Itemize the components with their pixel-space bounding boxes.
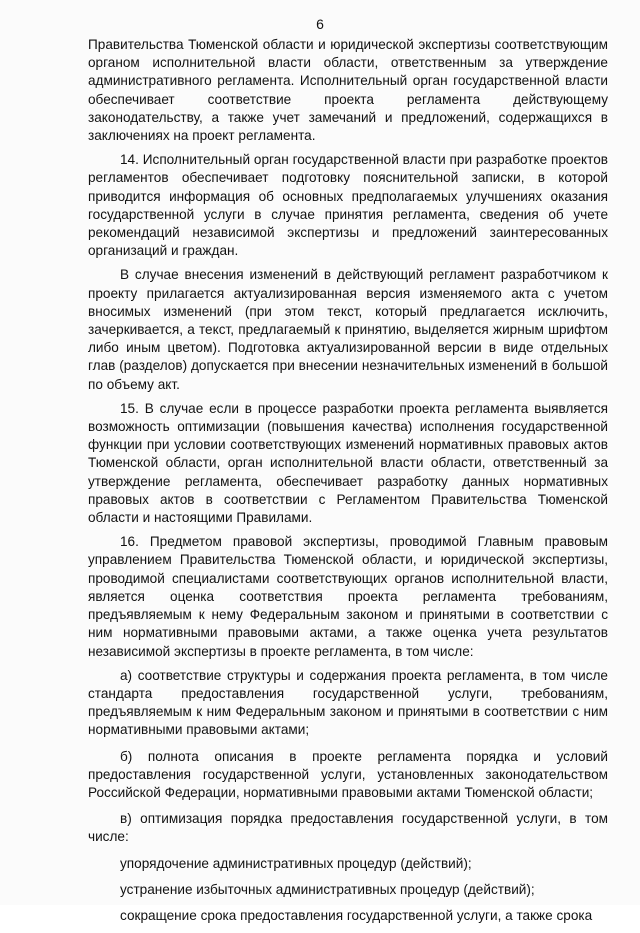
page-number: 6	[316, 16, 324, 32]
paragraph-16-item-v-1: упорядочение административных процедур (действий);	[120, 855, 472, 871]
document-body	[88, 36, 608, 933]
paragraph-continuation: Правительства Тюменской области и юридической экспертизы соответствующим органом исполнительной власти области, ответственным за утверждение административного регламента. Исполнительный орган государственной власти обеспечивает соответствие проекта регламента действующему законодательству, а также учет замечаний и предложений, содержащихся в заключениях на проект регламента.	[88, 37, 608, 144]
paragraph-16-item-v-2: устранение избыточных административных процедур (действий);	[120, 881, 535, 897]
paragraph-16-item-a: а) соответствие структуры и содержания проекта регламента, в том числе стандарта предоставления государственной услуги, требованиям, предъявляемым к ним Федеральным законом и принятыми в соответствии с ним нормативными правовыми актами;	[88, 667, 608, 738]
paragraph-16-item-v: в) оптимизация порядка предоставления государственной услуги, в том числе:	[88, 811, 608, 845]
paragraph-14: 14. Исполнительный орган государственной власти при разработке проектов регламентов обеспечивает подготовку пояснительной записки, в которой приводится информация об основных предполагаемых улучшениях оказания государственной услуги в случае принятия регламента, сведения об учете рекомендаций независимой экспертизы и предложений заинтересованных организаций и граждан.	[88, 152, 608, 259]
paragraph-16-item-b: б) полнота описания в проекте регламента порядка и условий предоставления государственной услуги, установленных законодательством Российской Федерации, нормативными правовыми актами Тюменской области;	[88, 748, 608, 800]
paragraph-14-amendments: В случае внесения изменений в действующий регламент разработчиком к проекту прилагается актуализированная версия изменяемого акта с учетом вносимых изменений (при этом текст, который предлагается исключить, зачеркивается, а текст, предлагаемый к принятию, выделяется жирным шрифтом либо иным цветом). Подготовка актуализированной версии в виде отдельных глав (разделов) допускается при внесении незначительных изменений в большой по объему акт.	[88, 267, 608, 392]
paragraph-15: 15. В случае если в процессе разработки проекта регламента выявляется возможность оптимизации (повышения качества) исполнения государственной функции при условии соответствующих изменений нормативных правовых актов Тюменской области, орган исполнительной власти области, ответственный за утверждение регламента, обеспечивает разработку данных нормативных правовых актов в соответствии с Регламентом Правительства Тюменской области и настоящими Правилами.	[88, 400, 608, 526]
paragraph-16: 16. Предметом правовой экспертизы, проводимой Главным правовым управлением Правительства Тюменской области, и юридической экспертизы, проводимой специалистами соответствующих органов исполнительной власти, является оценка соответствия проекта регламента требованиям, предъявляемым к нему Федеральным законом и принятыми в соответствии с ним нормативными правовыми актами, а также оценка учета результатов независимой экспертизы в проекте регламента, в том числе:	[88, 534, 608, 659]
paragraph-16-item-v-3: сокращение срока предоставления государственной услуги, а также срока	[120, 907, 593, 923]
